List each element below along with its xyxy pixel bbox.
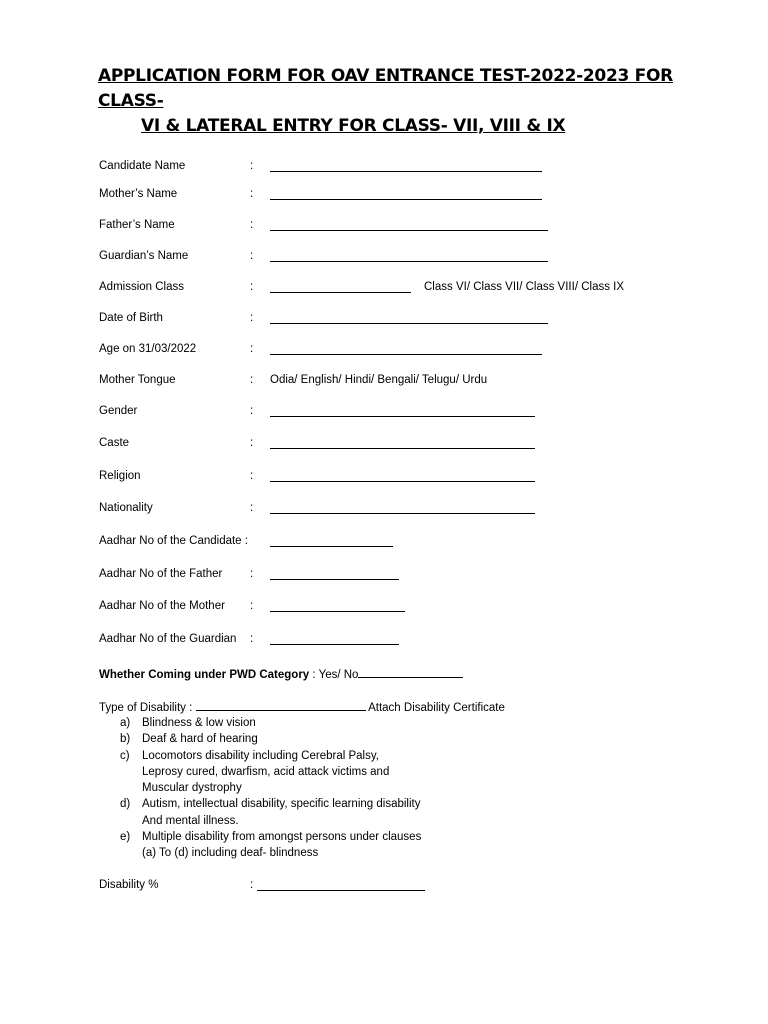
field-label: Father’s Name <box>99 219 175 231</box>
field-colon: : <box>250 600 254 612</box>
disability-percent <box>99 879 254 891</box>
field-label: Mother’s Name <box>99 188 178 200</box>
list-text: Autism, intellectual disability, specific learning disability <box>142 798 421 811</box>
field-label: Date of Birth <box>99 312 163 324</box>
field-label: Admission Class <box>99 281 184 293</box>
blank-line[interactable] <box>270 611 405 612</box>
field-colon: : <box>250 312 254 324</box>
disability-list <box>120 715 421 862</box>
field-colon: : <box>250 568 254 580</box>
list-text: Multiple disability from amongst persons under clauses <box>142 831 422 844</box>
field-colon: : <box>250 633 254 645</box>
list-marker: b) <box>120 733 131 746</box>
field-label: Aadhar No of the Guardian <box>99 633 237 645</box>
type-colon: : <box>185 702 196 714</box>
field-label: Mother Tongue <box>99 374 176 386</box>
field-colon: : <box>250 250 254 262</box>
blank-line[interactable] <box>270 448 535 449</box>
blank-line[interactable] <box>257 890 425 891</box>
field-colon: : <box>250 502 254 514</box>
field-colon: : <box>250 437 254 449</box>
field-colon: : <box>250 374 254 386</box>
form-title-line-2: VI & LATERAL ENTRY FOR CLASS- VII, VIII & IX <box>141 116 566 136</box>
list-text: Leprosy cured, dwarfism, acid attack victims and <box>142 765 390 778</box>
field-label: Age on 31/03/2022 <box>99 343 197 355</box>
mother-tongue-options: Odia/ English/ Hindi/ Bengali/ Telugu/ Urdu <box>270 374 488 386</box>
list-marker: d) <box>120 798 131 811</box>
list-text: And mental illness. <box>142 814 239 827</box>
blank-line[interactable] <box>270 644 399 645</box>
field-colon: : <box>250 879 254 891</box>
pwd-question <box>99 667 463 681</box>
blank-line[interactable] <box>270 513 535 514</box>
field-colon: : <box>250 219 254 231</box>
blank-line[interactable] <box>270 481 535 482</box>
list-text: Blindness & low vision <box>142 717 256 729</box>
list-text: Deaf & hard of hearing <box>142 733 258 746</box>
list-item <box>120 796 421 829</box>
blank-line[interactable] <box>358 667 463 678</box>
blank-line[interactable] <box>270 323 548 324</box>
blank-line[interactable] <box>270 579 399 580</box>
type-label: Type of Disability <box>99 702 186 714</box>
list-marker: e) <box>120 831 131 844</box>
field-label: Guardian’s Name <box>99 250 189 262</box>
blank-line[interactable] <box>270 261 548 262</box>
field-colon: : <box>250 160 254 172</box>
blank-line[interactable] <box>270 292 411 293</box>
field-colon: : <box>250 281 254 293</box>
list-marker: c) <box>120 749 130 762</box>
list-text: (a) To (d) including deaf- blindness <box>142 847 319 860</box>
field-label: Gender <box>99 405 138 417</box>
attach-note: Attach Disability Certificate <box>365 702 505 714</box>
list-item <box>120 731 421 747</box>
blank-line[interactable] <box>196 700 366 711</box>
field-label: Aadhar No of the Father <box>99 568 223 580</box>
blank-line[interactable] <box>270 199 542 200</box>
list-item <box>120 829 421 862</box>
type-of-disability <box>99 700 505 714</box>
field-colon: : <box>250 470 254 482</box>
field-label: Aadhar No of the Mother <box>99 600 225 612</box>
list-item <box>120 715 421 731</box>
field-colon: : <box>250 188 254 200</box>
form-title <box>98 64 698 139</box>
blank-line[interactable] <box>270 171 542 172</box>
field-colon: : <box>250 405 254 417</box>
list-item <box>120 748 421 797</box>
blank-line[interactable] <box>270 416 535 417</box>
blank-line[interactable] <box>270 230 548 231</box>
list-marker: a) <box>120 717 131 729</box>
pwd-options: : Yes/ No <box>309 669 359 681</box>
list-text: Locomotors disability including Cerebral Palsy, <box>142 749 379 762</box>
field-label: Aadhar No of the Candidate : <box>99 535 248 547</box>
blank-line[interactable] <box>270 354 542 355</box>
pwd-label: Whether Coming under PWD Category <box>99 669 310 681</box>
field-label: Candidate Name <box>99 160 186 172</box>
disability-percent-label: Disability % <box>99 879 159 891</box>
form-title-line-1: APPLICATION FORM FOR OAV ENTRANCE TEST-2022-2023 FOR CLASS- <box>98 66 673 111</box>
field-label: Caste <box>99 437 130 449</box>
blank-line[interactable] <box>270 546 393 547</box>
field-label: Nationality <box>99 502 153 514</box>
list-text: Muscular dystrophy <box>142 782 242 795</box>
field-label: Religion <box>99 470 141 482</box>
field-colon: : <box>250 343 254 355</box>
class-options: Class VI/ Class VII/ Class VIII/ Class IX <box>424 281 625 293</box>
